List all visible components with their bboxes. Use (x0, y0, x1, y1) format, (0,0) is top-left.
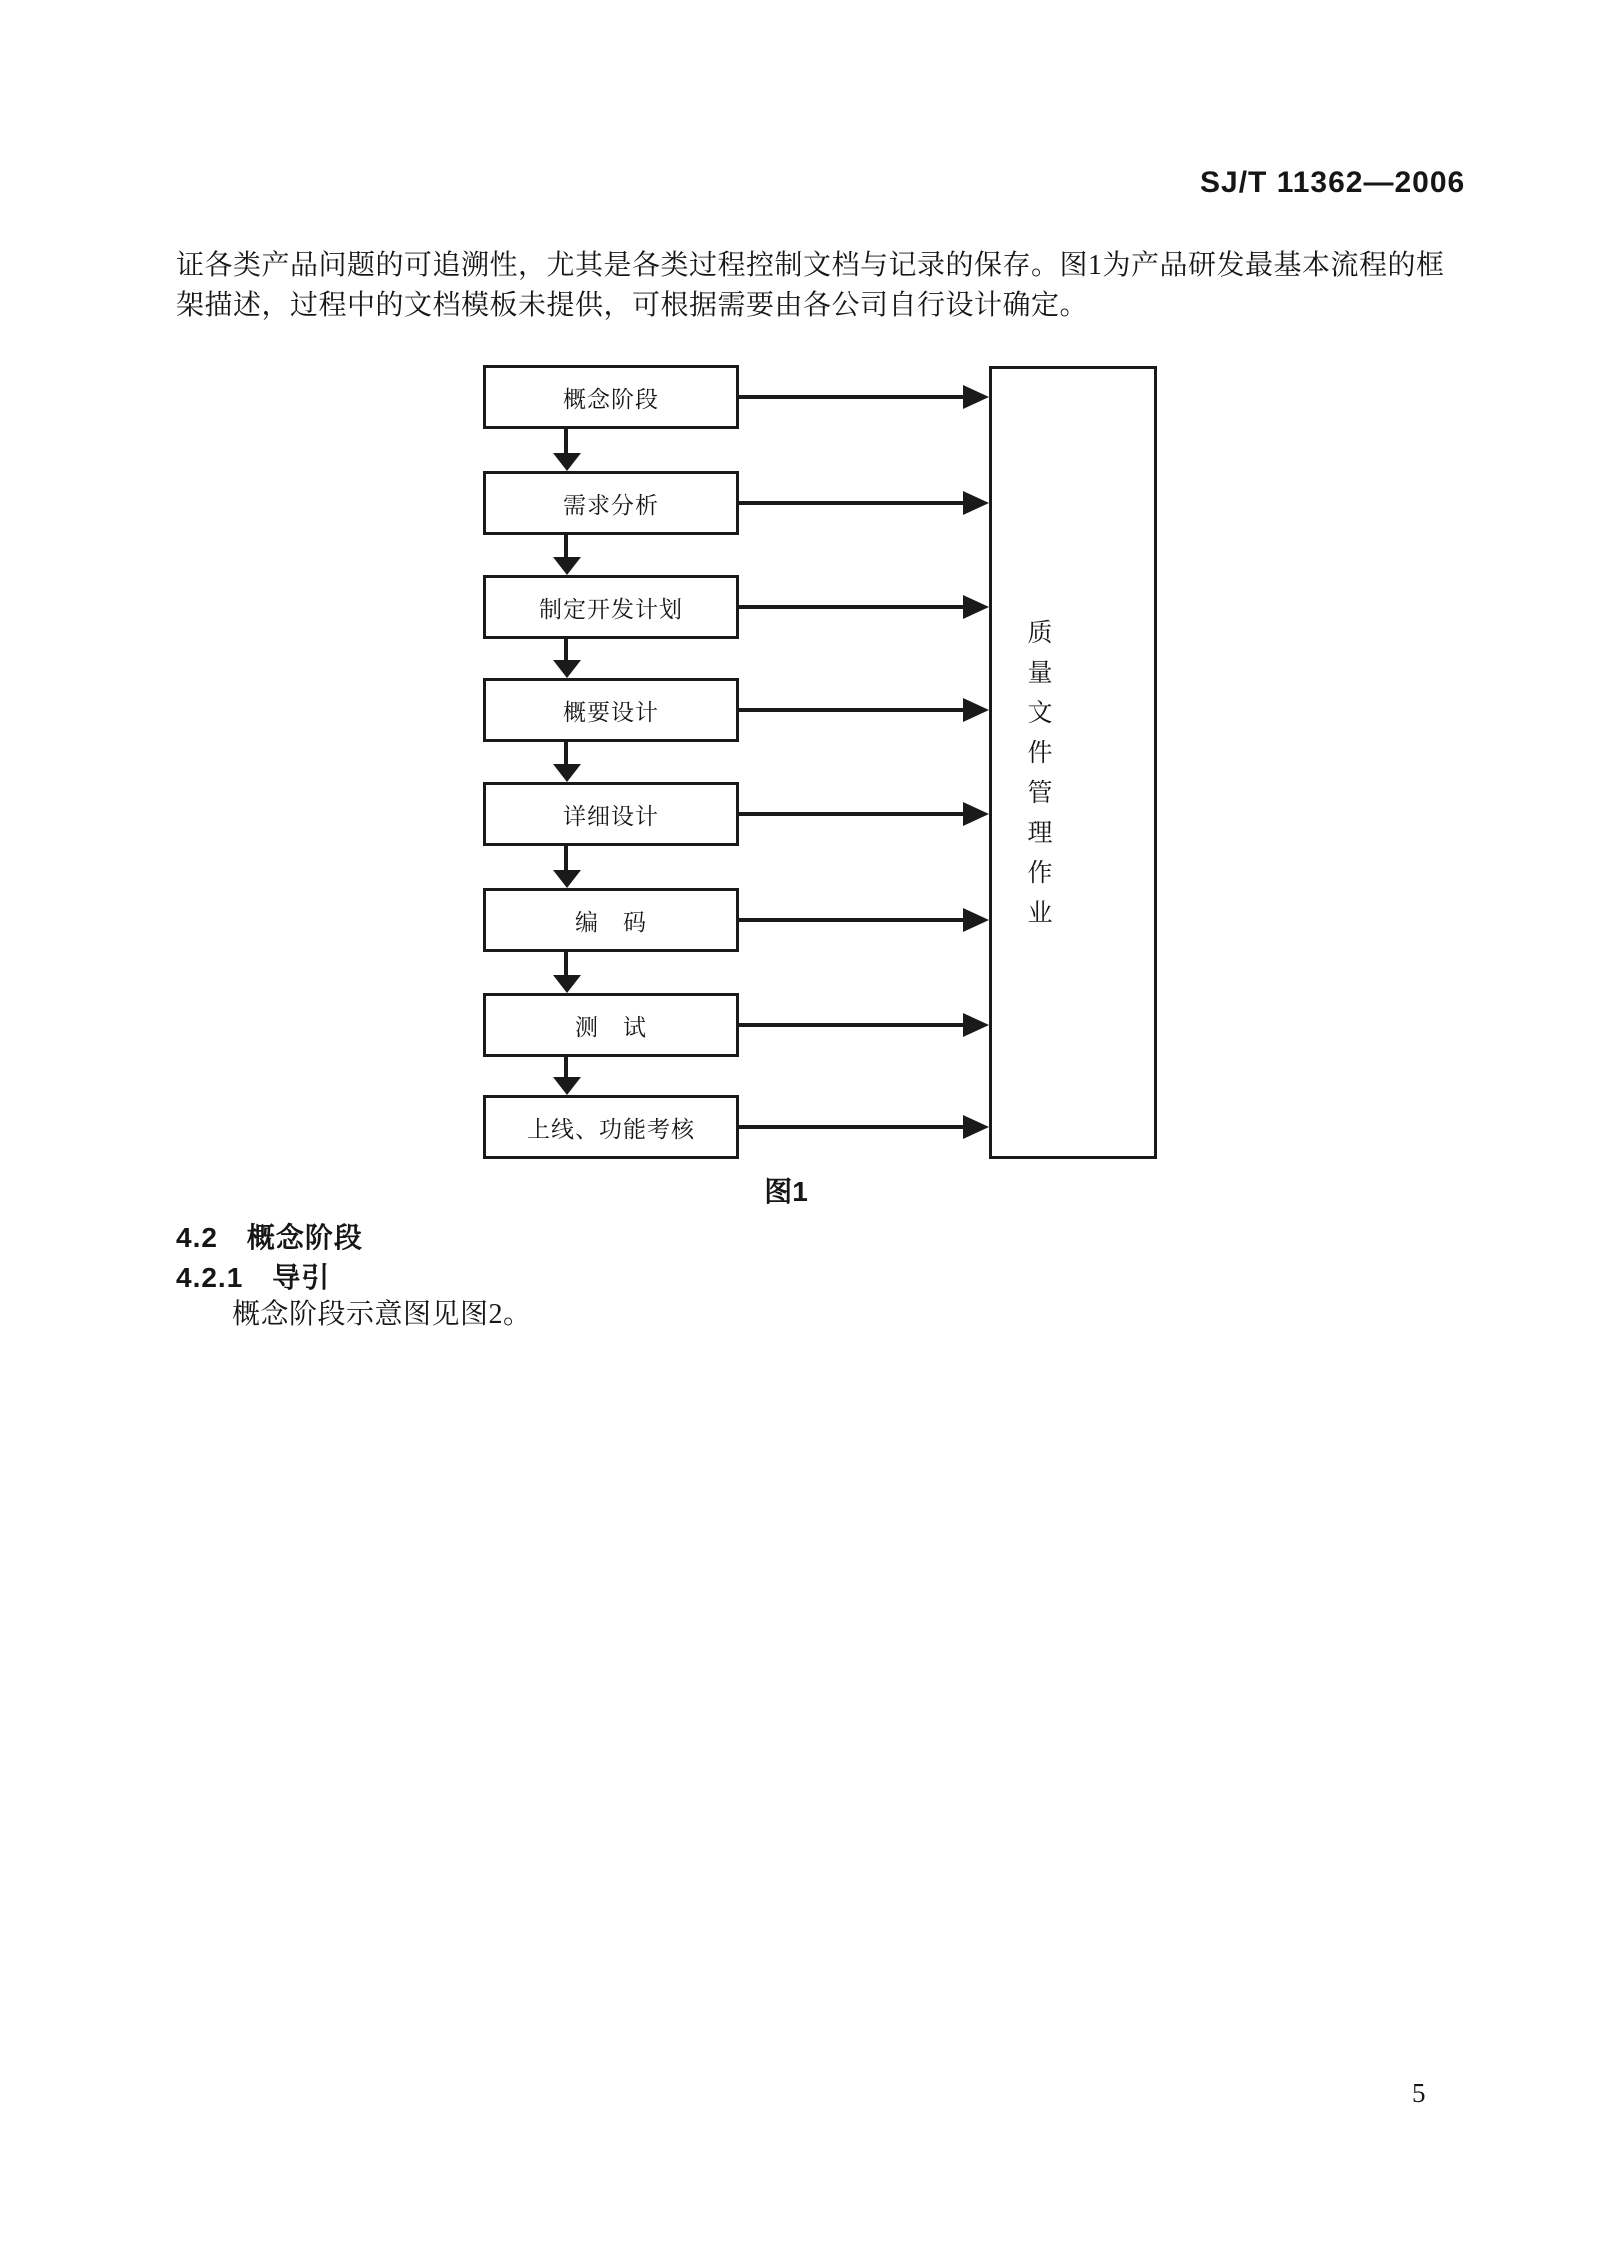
quality-doc-management-box (989, 366, 1157, 1159)
figure-1-caption: 图1 (764, 1176, 808, 1207)
down-arrow-connector (553, 846, 581, 888)
requirements-analysis-box: 需求分析 (483, 471, 739, 535)
section-heading-4-2-1: 4.2.1 导引 (176, 1262, 331, 1293)
outline-design-box: 概要设计 (483, 678, 739, 742)
section-heading-4-2: 4.2 概念阶段 (176, 1222, 363, 1253)
standard-number-header: SJ/T 11362—2006 (1200, 166, 1466, 199)
launch-assessment-box: 上线、功能考核 (483, 1095, 739, 1159)
page-number: 5 (1412, 2078, 1426, 2108)
right-arrow-connector (739, 812, 963, 816)
down-arrow-connector (553, 639, 581, 678)
development-plan-box: 制定开发计划 (483, 575, 739, 639)
right-arrow-connector (739, 708, 963, 712)
paragraph-line-1: 证各类产品问题的可追溯性，尤其是各类过程控制文档与记录的保存。图1为产品研发最基本流程的框 (176, 250, 1445, 281)
quality-doc-management-label: 质量文件管理作业 (1027, 620, 1053, 927)
detailed-design-box: 详细设计 (483, 782, 739, 846)
testing-box: 测 试 (483, 993, 739, 1057)
right-arrow-connector (739, 918, 963, 922)
down-arrow-connector (553, 952, 581, 993)
right-arrow-connector (739, 395, 963, 399)
down-arrow-connector (553, 1057, 581, 1095)
down-arrow-connector (553, 429, 581, 471)
coding-box: 编 码 (483, 888, 739, 952)
right-arrow-connector (739, 1125, 963, 1129)
paragraph-line-2: 架描述，过程中的文档模板未提供，可根据需要由各公司自行设计确定。 (176, 289, 1089, 321)
right-arrow-connector (739, 605, 963, 609)
down-arrow-connector (553, 742, 581, 782)
right-arrow-connector (739, 1023, 963, 1027)
concept-phase-box: 概念阶段 (483, 365, 739, 429)
down-arrow-connector (553, 535, 581, 575)
right-arrow-connector (739, 501, 963, 505)
section-4-2-1-body-text: 概念阶段示意图见图2。 (232, 1299, 532, 1330)
